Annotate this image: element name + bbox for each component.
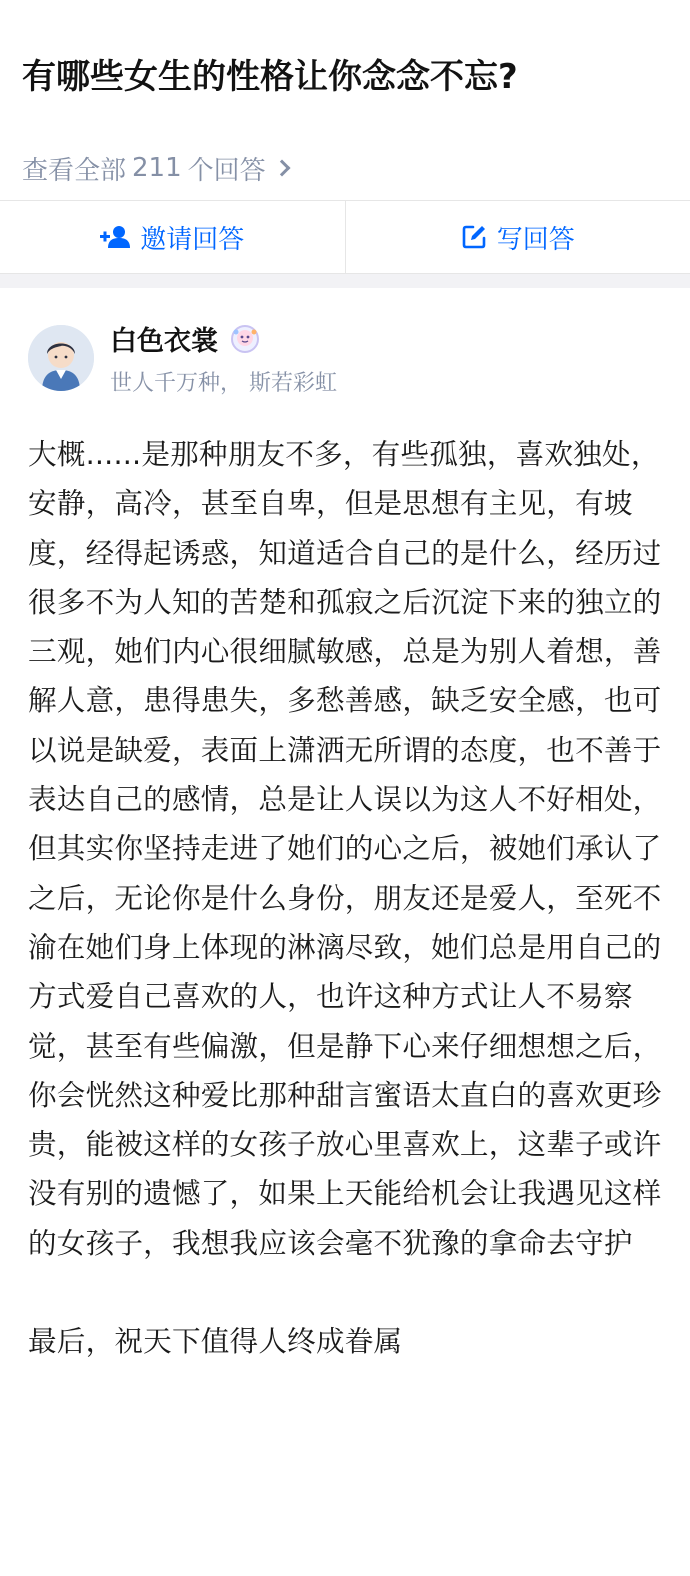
view-all-prefix: 查看全部 (22, 155, 127, 186)
question-header (0, 0, 690, 200)
answer-content (28, 430, 664, 1366)
badge-icon[interactable] (230, 324, 260, 354)
answer-paragraph: 大概......是那种朋友不多，有些孤独，喜欢独处，安静，高冷，甚至自卑，但是思想有主见，有坡度，经得起诱惑，知道适合自己的是什么，经历过很多不为人知的苦楚和孤寂之后沉淀下来的独立的三观，她们内心很细腻敏感，总是为别人着想，善解人意，患得患失，多愁善感，缺乏安全感，也可以说是缺爱，表面上潇洒无所谓的态度，也不善于表达自己的感情，总是让人误以为这人不好相处，但其实你坚持走进了她们的心之后，被她们承认了之后，无论你是什么身份，朋友还是爱人，至死不渝在她们身上体现的淋漓尽致，她们总是用自己的方式爱自己喜欢的人，也许这种方式让人不易察觉，甚至有些偏激，但是静下心来仔细想想之后，你会恍然这种爱比那种甜言蜜语太直白的喜欢更珍贵，能被这样的女孩子放心里喜欢上，这辈子或许没有别的遗憾了，如果上天能给机会让我遇见这样的女孩子，我想我应该会毫不犹豫的拿命去守护 (28, 437, 662, 1260)
write-answer-button[interactable] (345, 201, 690, 273)
write-answer-label: 写回答 (496, 224, 575, 255)
invite-answer-button[interactable] (0, 201, 345, 273)
avatar[interactable] (28, 325, 94, 391)
question-title: 有哪些女生的性格让你念念不忘? (22, 57, 518, 97)
edit-icon (461, 224, 487, 250)
author-row[interactable] (28, 318, 664, 398)
answer-paragraph: 最后，祝天下值得人终成眷属 (28, 1324, 403, 1359)
author-name[interactable]: 白色衣裳 (110, 326, 218, 357)
answer-count: 211 (132, 153, 182, 183)
action-bar (0, 200, 690, 274)
view-all-suffix: 个回答 (187, 155, 266, 186)
invite-answer-label: 邀请回答 (140, 224, 245, 255)
view-all-answers-link[interactable] (22, 148, 668, 188)
section-divider (0, 274, 690, 288)
chevron-right-icon (273, 160, 290, 177)
answer-card (0, 288, 690, 1366)
author-bio: 世人千万种， 斯若彩虹 (110, 371, 337, 396)
add-user-icon (100, 225, 130, 249)
author-info (110, 319, 337, 397)
author-name-row (110, 319, 337, 358)
